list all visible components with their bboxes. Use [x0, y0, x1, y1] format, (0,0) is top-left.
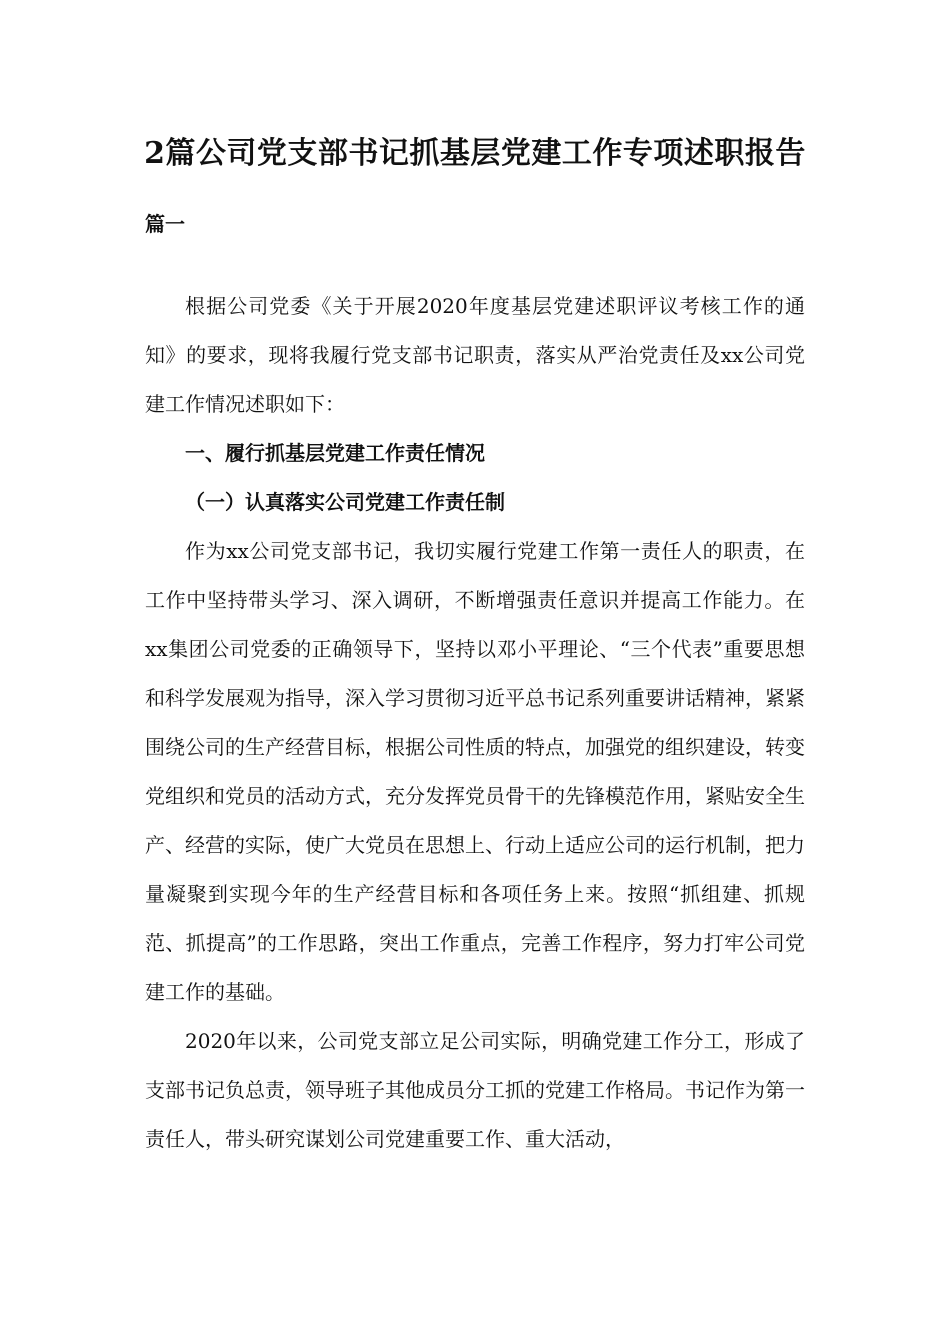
- document-title: 2篇公司党支部书记抓基层党建工作专项述职报告: [144, 136, 806, 171]
- document-body: [145, 282, 805, 1164]
- paragraph-intro: 根据公司党委《关于开展2020年度基层党建述职评议考核工作的通知》的要求，现将我履行党支部书记职责，落实从严治党责任及xx公司党建工作情况述职如下：: [145, 294, 805, 416]
- section-label: 篇一: [145, 212, 185, 236]
- paragraph-division: 2020年以来，公司党支部立足公司实际，明确党建工作分工，形成了支部书记负总责，领导班子其他成员分工抓的党建工作格局。书记作为第一责任人，带头研究谋划公司党建重要工作、重大活动，: [145, 1029, 805, 1151]
- heading-level-1: 一、履行抓基层党建工作责任情况: [185, 441, 485, 465]
- heading-level-2: （一）认真落实公司党建工作责任制: [185, 490, 505, 514]
- paragraph-responsibility: 作为xx公司党支部书记，我切实履行党建工作第一责任人的职责，在工作中坚持带头学习、深入调研，不断增强责任意识并提高工作能力。在xx集团公司党委的正确领导下，坚持以邓小平理论、“三个代表”重要思想和科学发展观为指导，深入学习贯彻习近平总书记系列重要讲话精神，紧紧围绕公司的生产经营目标，根据公司性质的特点，加强党的组织建设，转变党组织和党员的活动方式，充分发挥党员骨干的先锋模范作用，紧贴安全生产、经营的实际，使广大党员在思想上、行动上适应公司的运行机制，把力量凝聚到实现今年的生产经营目标和各项任务上来。按照“抓组建、抓规范、抓提高”的工作思路，突出工作重点，完善工作程序，努力打牢公司党建工作的基础。: [145, 539, 805, 1004]
